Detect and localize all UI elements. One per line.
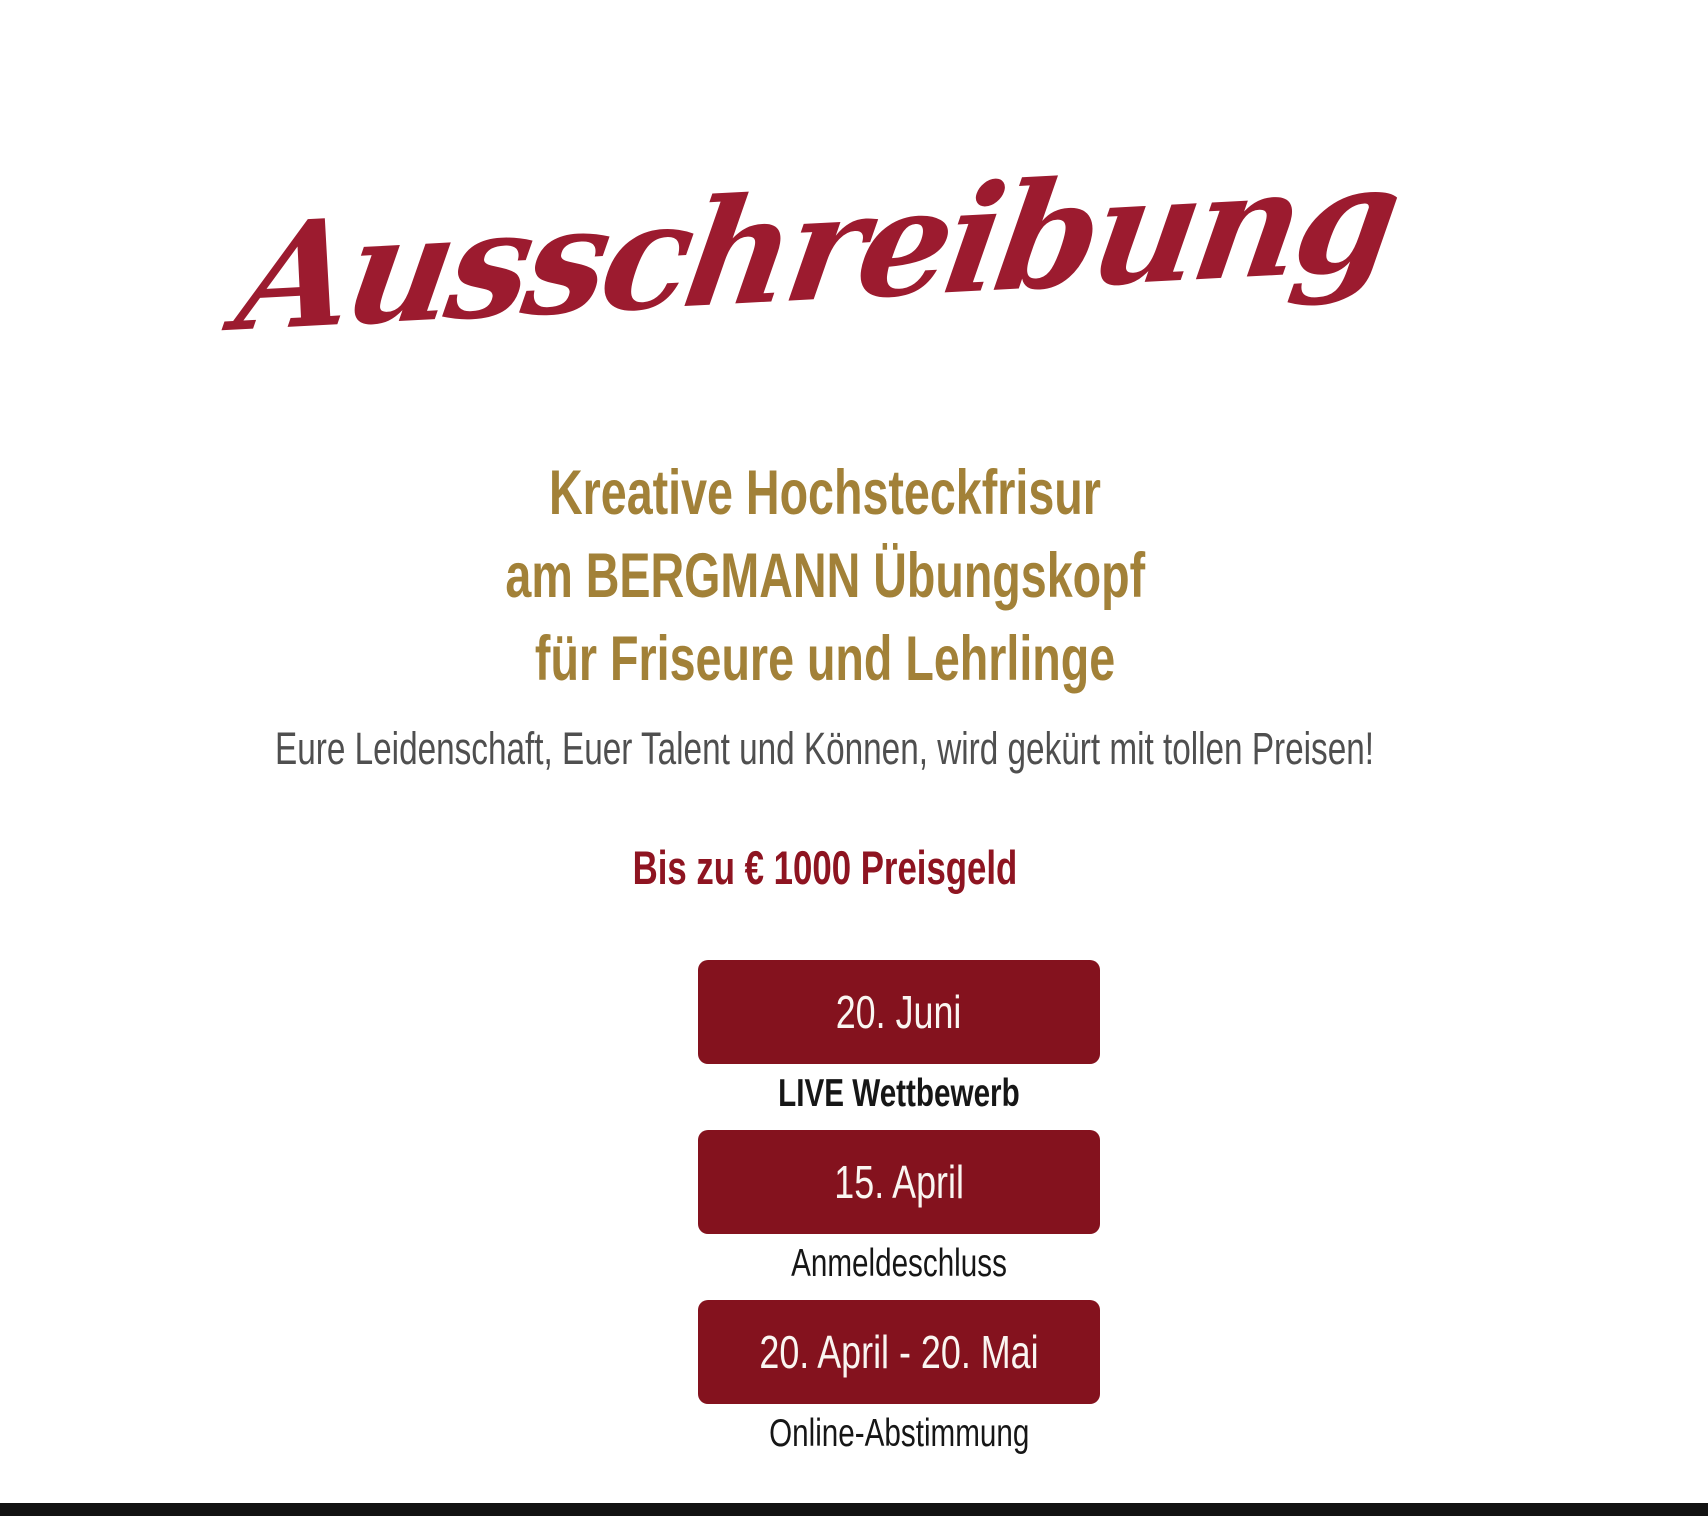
intro-text: Eure Leidenschaft, Euer Talent und Können, wird gekürt mit tollen Preisen! [275, 723, 1375, 774]
schedule-caption: Online-Abstimmung [768, 1412, 1030, 1455]
date-button[interactable] [698, 1300, 1100, 1404]
schedule-caption: LIVE Wettbewerb [778, 1072, 1020, 1115]
script-title-wrap [0, 131, 1634, 366]
heading-line-1: Kreative Hochsteckfrisur [549, 458, 1101, 528]
date-button-label: 20. April - 20. Mai [759, 1326, 1039, 1378]
schedule-item [698, 1130, 1100, 1284]
heading-line-3: für Friseure und Lehrlinge [534, 624, 1116, 694]
schedule-item [698, 960, 1100, 1114]
date-button[interactable] [698, 1130, 1100, 1234]
prize-text: Bis zu € 1000 Preisgeld [632, 841, 1018, 894]
event-heading [0, 452, 1650, 701]
date-button-label: 15. April [834, 1156, 964, 1208]
schedule-item [698, 1300, 1100, 1454]
script-title: Ausschreibung [227, 131, 1408, 366]
schedule-caption: Anmeldeschluss [791, 1242, 1007, 1285]
footer-bar [0, 1503, 1708, 1516]
date-button[interactable] [698, 960, 1100, 1064]
schedule-list [698, 960, 1100, 1454]
date-button-label: 20. Juni [836, 986, 962, 1038]
heading-line-2: am BERGMANN Übungskopf [505, 541, 1145, 611]
